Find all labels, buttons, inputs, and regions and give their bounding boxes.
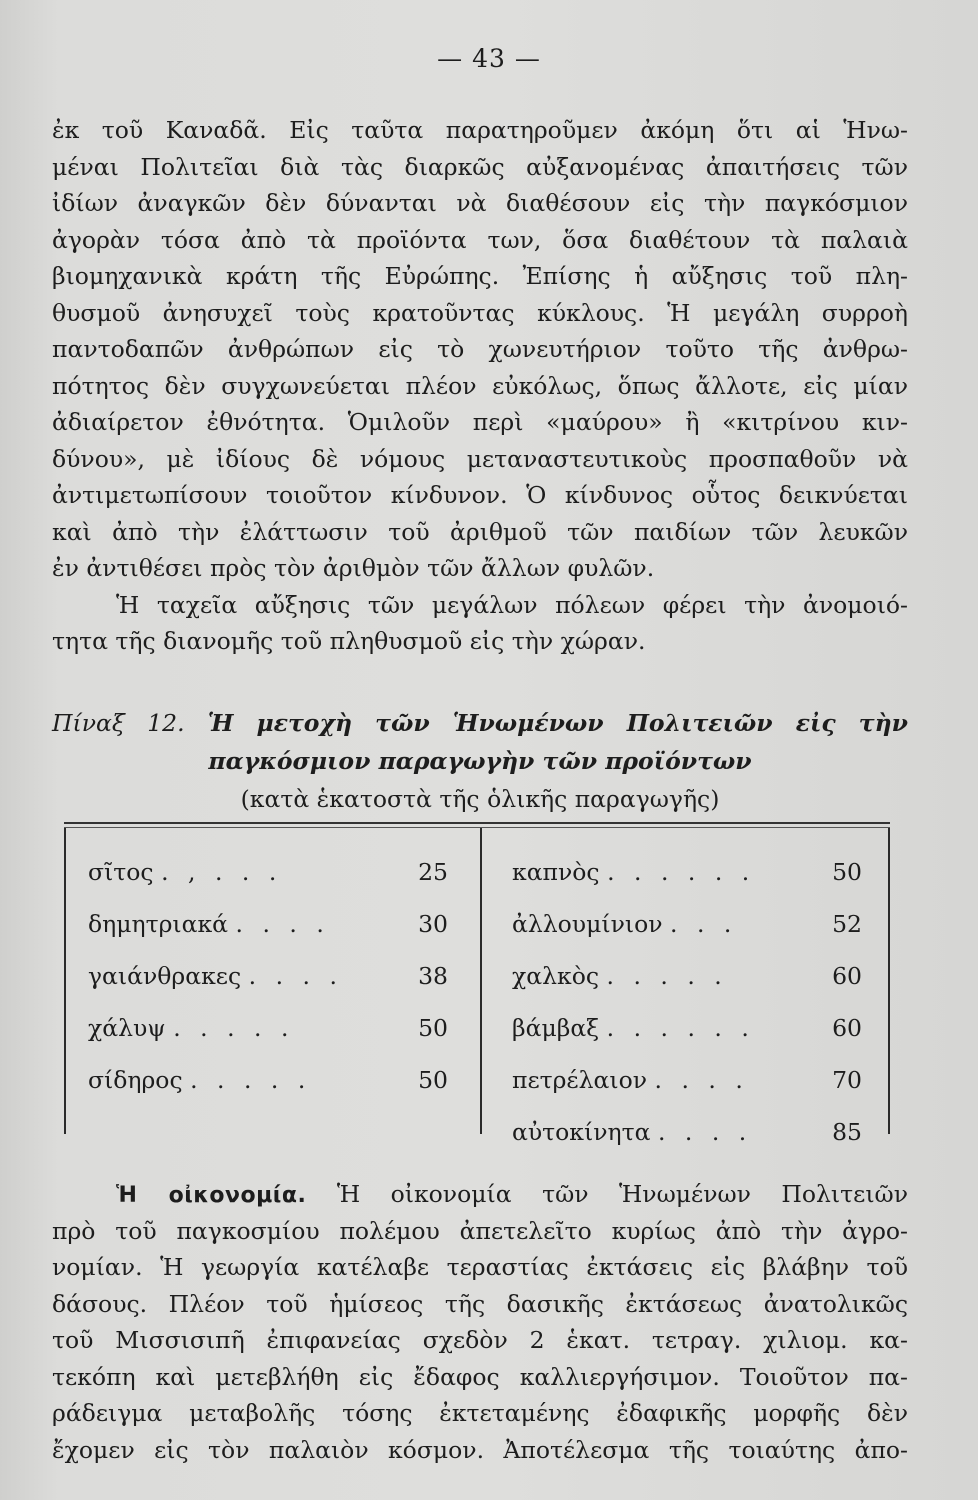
product-share: 38: [418, 962, 448, 990]
leader-dots: . . . .: [248, 962, 343, 990]
table-row: [512, 1110, 862, 1162]
product-name: σίδηρος: [88, 1066, 183, 1094]
product-name: δημητριακά: [88, 910, 229, 938]
product-share: 50: [418, 1014, 448, 1042]
table-row: [512, 850, 862, 902]
text-line: τοῦ Μισσισιπῆ ἐπιφανείας σχεδὸν 2 ἑκατ. τετραγ. χιλιομ. κα-: [52, 1326, 908, 1354]
text-line: δύνου», μὲ ἰδίους δὲ νόμους μεταναστευτικοὺς προσπαθοῦν νὰ: [52, 444, 908, 473]
leader-dots: . . . . . .: [606, 1014, 755, 1042]
text-line: βιομηχανικὰ κράτη τῆς Εὐρώπης. Ἐπίσης ἡ αὔξησις τοῦ πλη-: [52, 262, 908, 290]
table-center-divider: [480, 828, 482, 1134]
text-line: μέναι Πολιτεῖαι διὰ τὰς διαρκῶς αὐξανομένας ἀπαιτήσεις τῶν: [52, 152, 908, 181]
caption-title-part-2: παγκόσμιον παραγωγὴν τῶν προϊόντων: [208, 747, 752, 775]
caption-subtitle: (κατὰ ἑκατοστὰ τῆς ὁλικῆς παραγωγῆς): [240, 785, 720, 813]
product-name: χαλκὸς: [512, 962, 600, 990]
table-left-column: [88, 850, 448, 1110]
text-line-heading: [52, 1176, 908, 1213]
caption-title-line-1: [52, 704, 908, 742]
product-name: χάλυψ: [88, 1014, 166, 1042]
text-line: ράδειγμα μεταβολῆς τόσης ἐκτεταμένης ἐδαφικῆς μορφῆς δὲν: [52, 1399, 908, 1427]
leader-dots: . . . . . .: [607, 858, 756, 886]
product-share: 30: [418, 910, 448, 938]
product-share: 50: [418, 1066, 448, 1094]
product-share: 50: [832, 858, 862, 886]
table-row: [88, 1006, 448, 1058]
leader-dots: . . . . .: [173, 1014, 295, 1042]
text-line: ἀντιμετωπίσουν τοιοῦτον κίνδυνον. Ὁ κίνδυνος οὗτος δεικνύεται: [52, 481, 908, 509]
table-row: [512, 902, 862, 954]
product-share: 85: [832, 1118, 862, 1146]
text-line: πότητος δὲν συγχωνεύεται πλέον εὐκόλως, ὅπως ἄλλοτε, εἰς μίαν: [52, 371, 908, 400]
product-name: ἀλλουμίνιον: [512, 910, 663, 938]
table-label: Πίναξ 12.: [52, 709, 185, 737]
text-line: ἀδιαίρετον ἐθνότητα. Ὁμιλοῦν περὶ «μαύρου» ἢ «κιτρίνου κιν-: [52, 408, 908, 436]
product-share: 60: [832, 1014, 862, 1042]
text-line: τητα τῆς διανομῆς τοῦ πληθυσμοῦ εἰς τὴν χώραν.: [52, 627, 646, 655]
paragraph-economy: [52, 1176, 908, 1468]
table-top-rule-thin: [64, 827, 890, 828]
text-line: τεκόπη καὶ μετεβλήθη εἰς ἔδαφος καλλιεργήσιμον. Τοιοῦτον πα-: [52, 1362, 908, 1391]
text-line: νομίαν. Ἡ γεωργία κατέλαβε τεραστίας ἐκτάσεις εἰς βλάβην τοῦ: [52, 1253, 908, 1281]
text-line: ἐκ τοῦ Καναδᾶ. Εἰς ταῦτα παρατηροῦμεν ἀκόμη ὅτι αἱ Ἡνω-: [52, 116, 908, 144]
paragraph-main: [52, 112, 908, 660]
product-share: 52: [832, 910, 862, 938]
table-row: [512, 1006, 862, 1058]
table-right-column: [512, 850, 862, 1162]
table-row: [88, 902, 448, 954]
table-row: [88, 954, 448, 1006]
product-share: 60: [832, 962, 862, 990]
product-name: σῖτος: [88, 858, 154, 886]
text-line: ἰδίων ἀναγκῶν δὲν δύνανται νὰ διαθέσουν εἰς τὴν παγκόσμιον: [52, 189, 908, 217]
table-caption: [52, 704, 908, 818]
table-right-border: [888, 828, 890, 1134]
leader-dots: . , . . .: [161, 858, 283, 886]
product-name: βάμβαξ: [512, 1014, 600, 1042]
leader-dots: . . . . .: [190, 1066, 312, 1094]
text-line: καὶ ἀπὸ τὴν ἐλάττωσιν τοῦ ἀριθμοῦ τῶν παιδίων τῶν λευκῶν: [52, 517, 908, 546]
table-row: [88, 1058, 448, 1110]
text-line: ἀγορὰν τόσα ἀπὸ τὰ προϊόντα των, ὅσα διαθέτουν τὰ παλαιὰ: [52, 225, 908, 254]
text-line: δάσους. Πλέον τοῦ ἡμίσεος τῆς δασικῆς ἐκτάσεως ἀνατολικῶς: [52, 1289, 908, 1318]
leader-dots: . . . .: [654, 1066, 749, 1094]
product-name: πετρέλαιον: [512, 1066, 648, 1094]
leader-dots: . . . .: [657, 1118, 753, 1146]
product-name: γαιάνθρακες: [88, 962, 242, 990]
table-row: [512, 1058, 862, 1110]
product-share: 70: [832, 1066, 862, 1094]
section-heading: Ἡ οἰκονομία.: [116, 1183, 307, 1208]
product-name: καπνὸς: [512, 858, 600, 886]
table-row: [512, 954, 862, 1006]
caption-title-part-1: Ἡ μετοχὴ τῶν Ἡνωμένων Πολιτειῶν εἰς τὴν: [207, 709, 908, 737]
text-line: Ἡ ταχεῖα αὔξησις τῶν μεγάλων πόλεων φέρει τὴν ἀνομοιό-: [116, 590, 908, 619]
leader-dots: . . . .: [235, 910, 330, 938]
text-line: παντοδαπῶν ἀνθρώπων εἰς τὸ χωνευτήριον τοῦτο τῆς ἀνθρω-: [52, 335, 908, 363]
text-line: πρὸ τοῦ παγκοσμίου πολέμου ἀπετελεῖτο κυρίως ἀπὸ τὴν ἀγρο-: [52, 1216, 908, 1245]
heading-line-rest: Ἡ οἰκονομία τῶν Ἡνωμένων Πολιτειῶν: [336, 1180, 908, 1208]
text-line: ἐν ἀντιθέσει πρὸς τὸν ἀριθμὸν τῶν ἄλλων φυλῶν.: [52, 554, 655, 582]
leader-dots: . . . . .: [606, 962, 728, 990]
product-name: αὐτοκίνητα: [512, 1118, 651, 1146]
leader-dots: . . .: [670, 910, 738, 938]
table-top-rule: [64, 822, 890, 824]
table-left-border: [64, 828, 66, 1134]
text-line: θυσμοῦ ἀνησυχεῖ τοὺς κρατοῦντας κύκλους. Ἡ μεγάλη συρροὴ: [52, 298, 908, 327]
product-share: 25: [418, 858, 448, 886]
table-row: [88, 850, 448, 902]
page-number: — 43 —: [437, 44, 541, 73]
text-line: ἔχομεν εἰς τὸν παλαιὸν κόσμον. Ἀποτέλεσμα τῆς τοιαύτης ἀπο-: [52, 1435, 908, 1464]
production-share-table: [64, 822, 890, 1146]
